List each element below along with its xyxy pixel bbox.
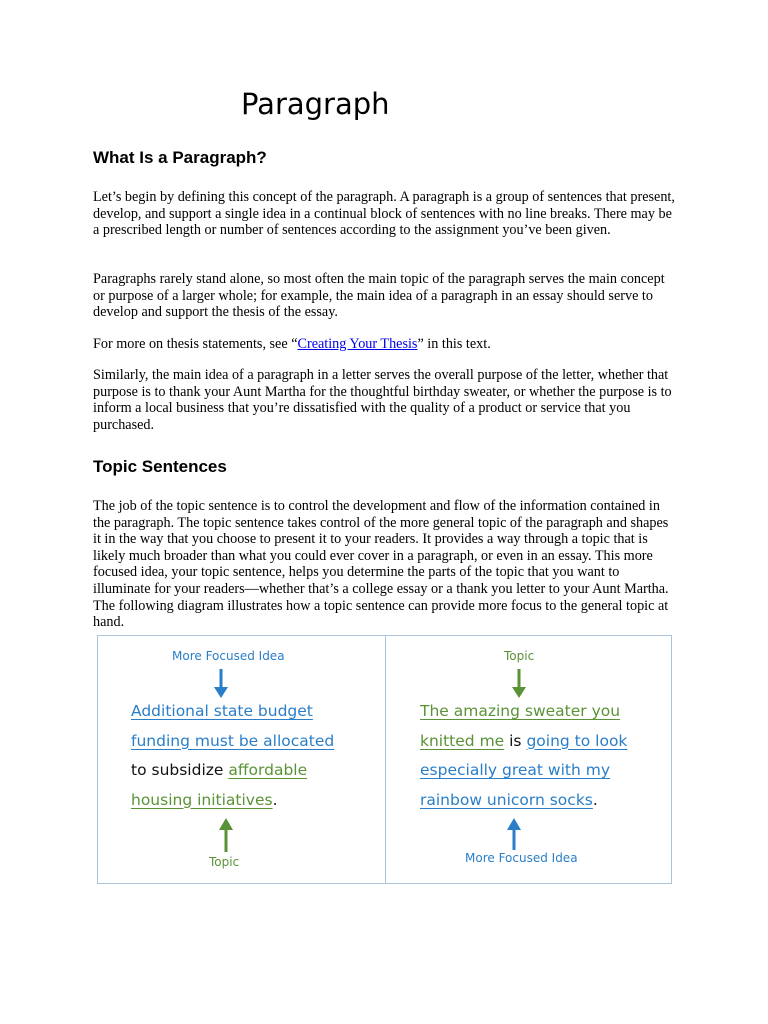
paragraph-letter-purpose: Similarly, the main idea of a paragraph in a letter serves the overall purpose of the letter, whether that purpose is to thank your Aunt Martha for the thoughtful birthday sweater, or whether the purpose is to inform a local business that you’re dissatisfied with the quality of a product or service that you purchased. xyxy=(93,367,672,433)
right-bottom-caption: More Focused Idea xyxy=(465,851,578,865)
topic-sentence-diagram xyxy=(97,635,672,884)
left-line-2: funding must be allocated xyxy=(131,731,335,750)
diagram-divider xyxy=(385,636,386,883)
left-sentence xyxy=(131,697,334,815)
paragraph-rarely-alone: Paragraphs rarely stand alone, so most often the main topic of the paragraph serves the main concept or purpose of a larger whole; for example, the main idea of a paragraph in an essay should serve to develop and support the thesis of the essay. xyxy=(93,271,665,321)
right-line-2-plain: is xyxy=(504,731,527,750)
left-line-1: Additional state budget xyxy=(131,702,313,720)
right-line-4: rainbow unicorn socks xyxy=(420,790,593,809)
creating-your-thesis-link[interactable]: Creating Your Thesis xyxy=(297,336,418,352)
paragraph-topic-sentence-job: The job of the topic sentence is to control the development and flow of the information contained in the paragraph. The topic sentence takes control of the more general topic of the paragraph and shapes it in the way that you choose to present it to your readers. It provides a way through a topic that is likely much broader than what you could ever cover in a paragraph, or even in an essay. This more focused idea, your topic sentence, helps you determine the parts of the topic that you want to illuminate for your readers—whether that’s a college essay or a thank you letter to your Aunt Martha. The following diagram illustrates how a topic sentence can provide more focus to the general topic at hand. xyxy=(93,498,669,631)
right-line-2-blue: going to look xyxy=(526,731,628,750)
right-line-3: especially great with my xyxy=(420,761,611,779)
left-line-4: housing initiatives xyxy=(131,790,273,809)
right-line-2-green: knitted me xyxy=(420,731,505,750)
left-top-caption: More Focused Idea xyxy=(172,649,285,663)
left-line-4-end: . xyxy=(272,790,278,809)
arrow-down-icon xyxy=(214,669,228,699)
left-line-3-green: affordable xyxy=(228,761,308,779)
right-line-1: The amazing sweater you xyxy=(420,702,621,720)
right-sentence xyxy=(420,697,627,815)
paragraph-definition: Let’s begin by defining this concept of the paragraph. A paragraph is a group of sentences that present, develop, and support a single idea in a continual block of sentences with no line breaks. There may be a prescribed length or number of sentences according to the assignment you’ve been given. xyxy=(93,189,675,239)
heading-topic-sentences: Topic Sentences xyxy=(93,457,227,476)
arrow-up-icon xyxy=(219,818,233,852)
right-top-caption: Topic xyxy=(504,649,535,663)
arrow-down-icon xyxy=(512,669,526,699)
left-bottom-caption: Topic xyxy=(209,855,240,869)
left-line-3-plain: to subsidize xyxy=(131,761,229,779)
thesis-ref-suffix: ” in this text. xyxy=(417,336,491,352)
heading-what-is-a-paragraph: What Is a Paragraph? xyxy=(93,148,267,167)
thesis-ref-prefix: For more on thesis statements, see “ xyxy=(93,336,298,352)
page-title: Paragraph xyxy=(241,87,390,121)
right-line-4-end: . xyxy=(592,790,598,809)
paragraph-thesis-reference xyxy=(93,336,677,353)
arrow-up-icon xyxy=(507,818,521,850)
